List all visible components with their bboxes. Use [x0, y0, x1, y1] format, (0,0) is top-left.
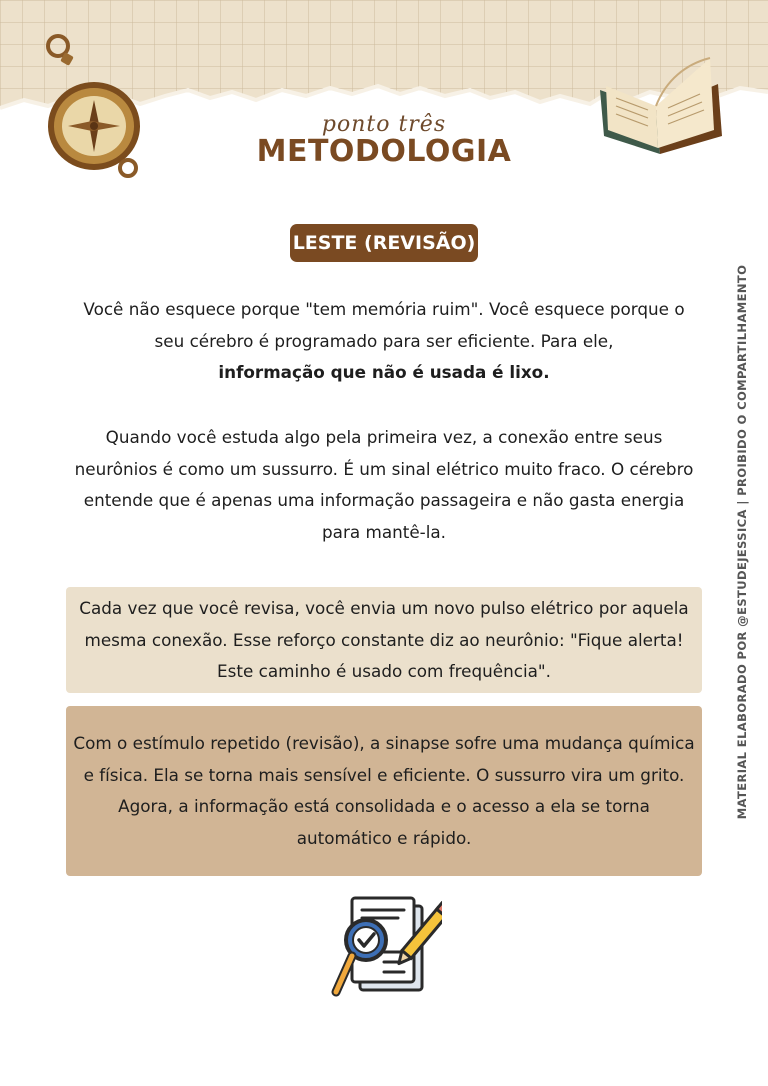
page-title: METODOLOGIA [256, 134, 512, 169]
explanation-paragraph: Quando você estuda algo pela primeira vez, a conexão entre seus neurônios é como um sussurro. É um sinal elétrico muito fraco. O cérebro entende que é apenas uma informação passageira e não gasta energia para mantê-la. [74, 427, 694, 542]
section-label: LESTE (REVISÃO) [290, 224, 478, 262]
highlight-box-dark-text: Com o estímulo repetido (revisão), a sinapse sofre uma mudança química e física. Ela se torna mais sensível e eficiente. O sussurro vira um grito. Agora, a informação está consolidada e o acesso a ela se torna automático e rápido. [73, 733, 695, 848]
intro-paragraph [70, 294, 698, 389]
checklist-magnifier-icon [326, 896, 442, 1000]
script-subtitle: ponto três [321, 112, 447, 137]
highlight-box-light-text: Cada vez que você revisa, você envia um novo pulso elétrico por aquela mesma conexão. Esse reforço constante diz ao neurônio: "Fique alerta! Este caminho é usado com frequência". [79, 598, 689, 681]
intro-bold-text: informação que não é usada é lixo. [218, 362, 550, 382]
highlight-box-dark [66, 706, 702, 876]
highlight-box-light [66, 587, 702, 693]
copyright-text: MATERIAL ELABORADO POR @ESTUDEJESSICA | PROIBIDO O COMPARTILHAMENTO [735, 264, 749, 820]
intro-text: Você não esquece porque "tem memória ruim". Você esquece porque o seu cérebro é programado para ser eficiente. Para ele, [83, 299, 685, 351]
